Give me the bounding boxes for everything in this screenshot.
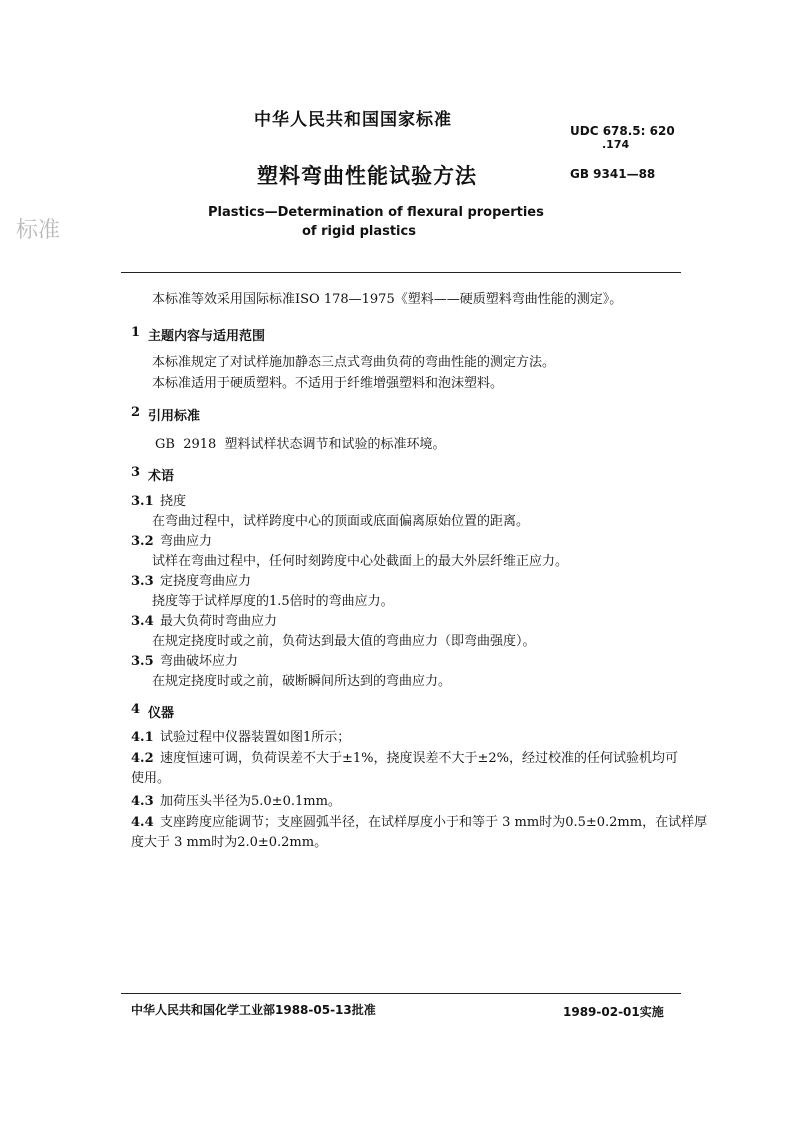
term-name: 弯曲破坏应力 — [160, 654, 239, 669]
item-number: 4.3 — [131, 794, 154, 809]
term-number: 3.5 — [131, 654, 154, 669]
term-definition: 试样在弯曲过程中，任何时刻跨度中心处截面上的最大外层纤维正应力。 — [152, 554, 569, 569]
item-text: 速度恒速可调，负荷误差不大于±1%，挠度误差不大于±2%，经过校准的任何试验机均可 — [160, 751, 679, 766]
section-3-number: 3 — [131, 465, 141, 480]
section-2-number: 2 — [131, 405, 141, 420]
effective-date: 1989-02-01实施 — [563, 1005, 664, 1019]
watermark-text: 标准 — [16, 218, 61, 243]
udc-code-continuation: .174 — [602, 138, 630, 151]
approval-line: 中华人民共和国化学工业部1988-05-13批准 — [131, 1003, 376, 1017]
footer-divider — [121, 993, 681, 994]
document-title-en-line2: of rigid plastics — [302, 224, 416, 239]
term-name: 定挠度弯曲应力 — [160, 574, 252, 589]
udc-code: UDC 678.5: 620 — [570, 124, 675, 138]
section-1-paragraph-2: 本标准适用于硬质塑料。不适用于纤维增强塑料和泡沫塑料。 — [152, 376, 504, 391]
item-text: 加荷压头半径为5.0±0.1mm。 — [160, 794, 341, 809]
item-text: 支座跨度应能调节；支座圆弧半径，在试样厚度小于和等于 3 mm时为0.5±0.2mm，在试样厚 — [160, 815, 708, 830]
header-divider — [121, 272, 681, 273]
section-1-title: 主题内容与适用范围 — [148, 329, 266, 344]
national-standard-label: 中华人民共和国国家标准 — [254, 110, 452, 130]
intro-paragraph: 本标准等效采用国际标准ISO 178—1975《塑料——硬质塑料弯曲性能的测定》。 — [152, 292, 623, 307]
section-2-reference: GB 2918 塑料试样状态调节和试验的标准环境。 — [155, 437, 446, 452]
term-definition: 在规定挠度时或之前，破断瞬间所达到的弯曲应力。 — [152, 674, 452, 689]
term-name: 弯曲应力 — [160, 534, 213, 549]
standard-number: GB 9341—88 — [570, 167, 656, 181]
term-name: 挠度 — [160, 494, 187, 509]
section-4-title: 仪器 — [148, 706, 175, 721]
term-number: 3.1 — [131, 494, 154, 509]
section-4-number: 4 — [131, 702, 141, 717]
term-name: 最大负荷时弯曲应力 — [160, 614, 278, 629]
item-number: 4.1 — [131, 730, 154, 745]
section-3-title: 术语 — [148, 469, 175, 484]
term-number: 3.3 — [131, 574, 154, 589]
section-1-paragraph-1: 本标准规定了对试样施加静态三点式弯曲负荷的弯曲性能的测定方法。 — [152, 355, 556, 370]
term-definition: 挠度等于试样厚度的1.5倍时的弯曲应力。 — [152, 594, 394, 609]
item-number: 4.4 — [131, 815, 154, 830]
term-number: 3.4 — [131, 614, 154, 629]
item-text-continuation: 使用。 — [131, 771, 171, 786]
item-text: 试验过程中仪器装置如图1所示； — [160, 730, 351, 745]
document-title-cn: 塑料弯曲性能试验方法 — [257, 164, 477, 188]
term-number: 3.2 — [131, 534, 154, 549]
section-1-number: 1 — [131, 325, 141, 340]
term-definition: 在规定挠度时或之前，负荷达到最大值的弯曲应力（即弯曲强度）。 — [152, 634, 536, 649]
document-title-en-line1: Plastics—Determination of flexural properties — [208, 205, 544, 220]
item-text-continuation: 度大于 3 mm时为2.0±0.2mm。 — [131, 835, 328, 850]
section-2-title: 引用标准 — [148, 409, 201, 424]
term-definition: 在弯曲过程中，试样跨度中心的顶面或底面偏离原始位置的距离。 — [152, 514, 530, 529]
item-number: 4.2 — [131, 751, 154, 766]
